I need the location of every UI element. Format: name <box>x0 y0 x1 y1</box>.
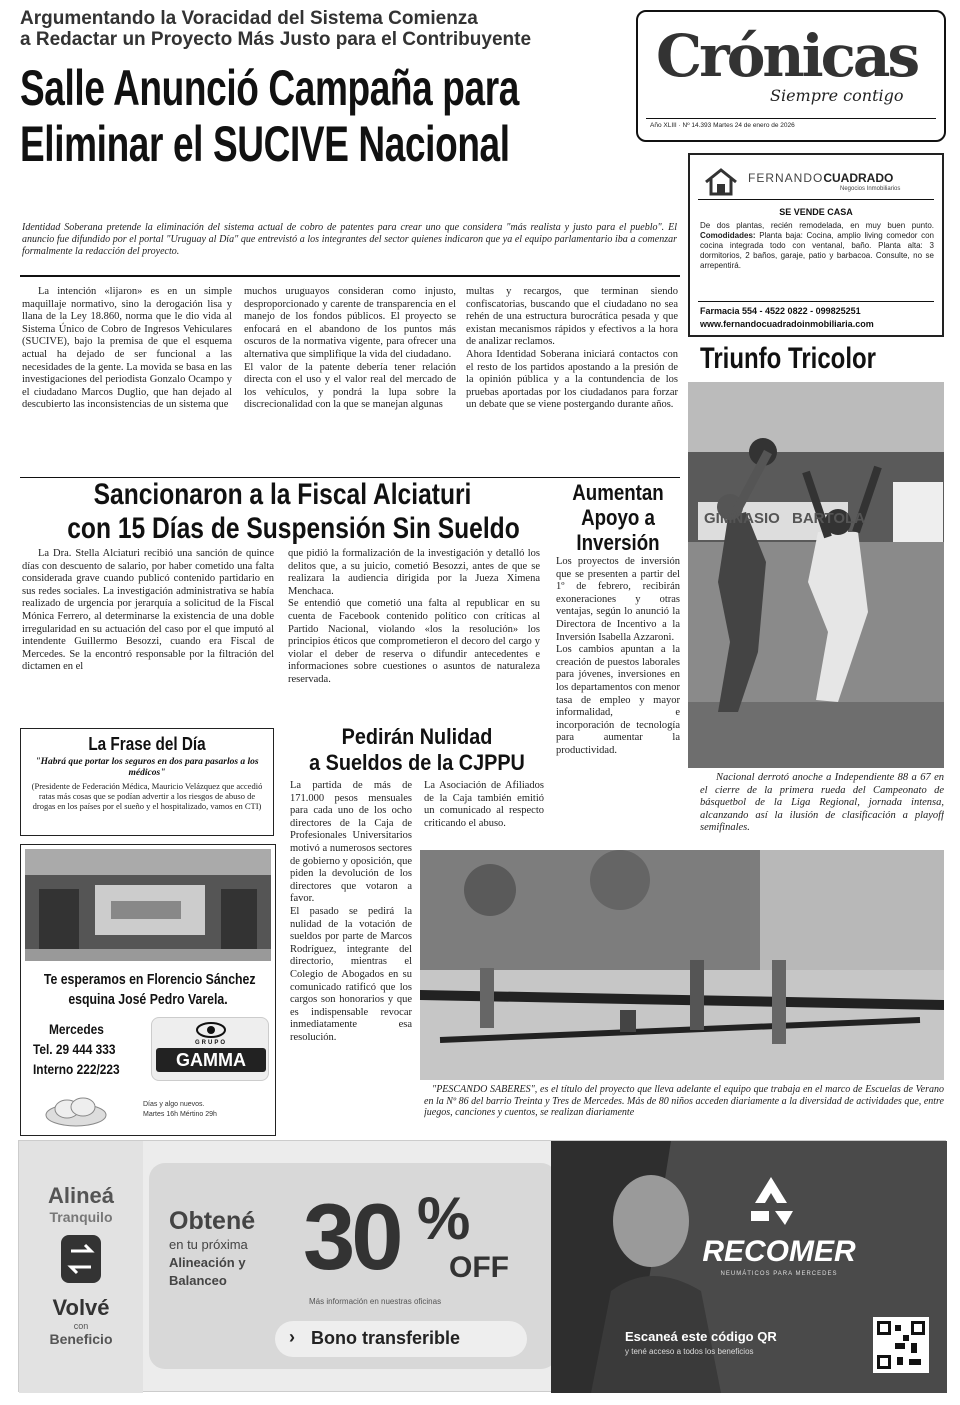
gamma-tel: Tel. 29 444 333 <box>33 1041 116 1057</box>
article2-headline-2: con 15 Días de Suspensión Sin Sueldo <box>67 512 520 545</box>
recomer-pct: 30 <box>303 1184 400 1289</box>
masthead <box>636 10 946 142</box>
recomer-left-a: Alineá <box>47 1183 115 1208</box>
frase-box <box>20 728 274 836</box>
cuadrado-brand-a: FERNANDO <box>748 171 824 185</box>
recomer-big-d: Balanceo <box>169 1273 227 1288</box>
recomer-left-b: Tranquilo <box>49 1209 113 1225</box>
article3-headline <box>556 480 680 555</box>
qr-code-icon[interactable] <box>873 1317 929 1373</box>
ad-recomer <box>18 1140 946 1392</box>
house-icon <box>704 167 738 197</box>
storefront-photo <box>25 849 271 961</box>
cuadrado-desc-a: De dos plantas, recién remodelada, en muy buen punto. <box>700 221 934 230</box>
main-headline-line-2: Eliminar el SUCIVE Nacional <box>20 116 510 172</box>
masthead-issue: Año XLIII · Nº 14.393 Martes 24 de enero de 2026 <box>650 122 795 129</box>
recomer-qr-b: y tené acceso a todos los beneficios <box>625 1347 754 1356</box>
article1-col-3: multas y recargos, que terminan siendo confiscatorias, buscando que el ciudadano no sea rehén de una estructura burocrática pesada y que existan mecanismos rápidos y efectivos a la hora de analizar reclamos. Ahora Identidad Soberana iniciará contactos con el resto de los partidos apostando a la presión de la opinión pública y a la contundencia de los pruebas aportadas por los ciudadanos para forzar un debate que se viene postergando durante años. <box>466 286 678 411</box>
gamma-logo-small: GRUPO <box>194 1040 227 1046</box>
masthead-logo: Crónicas <box>656 22 918 90</box>
recomer-brand-sub: NEUMÁTICOS PARA MERCEDES <box>720 1271 838 1277</box>
children-photo <box>420 850 944 1080</box>
recomer-big-a: Obtené <box>169 1207 256 1235</box>
main-headline <box>20 60 660 172</box>
gamma-line-2: esquina José Pedro Varela. <box>68 991 228 1008</box>
gym-banner-a: GIMNASIO <box>704 510 780 527</box>
recomer-pct-sym: % <box>417 1185 471 1252</box>
article1-col-1: La intención «lijaron» es en un simple maquillaje normativo, sino la derogación lisa y llana de la Ley 18.860, norma que le dio vida al Sistema Único de Cobro de Ingresos Vehiculares (SUCIVE), bajo la premisa de que el esquema actual ha dejado de ser funcional a las necesidades de la gente. La movida se basa en las investigaciones del periodista Gonzalo Ocampo y el ciudadano Marcos Duglio, que han dejado al descubierto las inconsistencias de un sistema que <box>22 286 232 411</box>
recomer-brand: RECOMER <box>702 1235 856 1268</box>
gamma-line-1: Te esperamos en Florencio Sánchez <box>43 971 256 988</box>
recomer-off: OFF <box>449 1251 509 1284</box>
gamma-hours-b: Martes 16h Mértino 29h <box>143 1111 217 1118</box>
frase-attribution: (Presidente de Federación Médica, Mauricio Velázquez que accedió ratas más cosas que se podían advertir a los riesgos de abuso de drogas en los países por el sueño y el hospitalizado, vamos en CTI) <box>31 781 263 811</box>
article3-body: Los proyectos de inversión que se presenten a partir del 1º de febrero, recibirán exoneraciones y otras ventajas, según lo anunció la Directora de Incentivo a la Inversión Isabella Azzaroni. Los cambios apuntan a la creación de puestos laborales para jóvenes, inversiones en los departamentos con menor tasa de empleo y mayor informalidad, e incorporación de tecnología para aumentar la productividad. <box>556 556 680 756</box>
frase-title: La Frase del Día <box>88 734 206 754</box>
cuadrado-desc-c: Planta baja: Cocina, amplio living comedor con cocina integrada todo con ventanal, baño. Planta alta: 3 dormitorios, 2 baños, garaje, patio y barbacoa. Consulte, no se arrepentirá. <box>700 231 934 270</box>
lead-paragraph: Identidad Soberana pretende la eliminación del sistema actual de cobro de patentes para crear uno que considera "más realista y justo para el pueblo". El anuncio fue difundido por el portal "Uruguay al Día" que entrevistó a los integrantes del sector quienes indicaron que ya el equipo parlamentario iba a comenzar formalmente la redacción del proyecto. <box>22 222 677 257</box>
cloud-icon <box>43 1095 109 1127</box>
recomer-left-d: con <box>73 1321 89 1331</box>
basketball-photo <box>688 382 944 768</box>
gym-banner-b: BARTOLA <box>792 510 866 527</box>
cuadrado-sub: Negocios Inmobiliarios <box>840 186 901 192</box>
cuadrado-desc-b: Comodidades: <box>700 231 756 240</box>
cuadrado-brand-b: CUADRADO <box>823 171 894 185</box>
frase-quote: "Habrá que portar los seguros en dos para pasarlos a los médicos" <box>35 757 259 778</box>
article4-headline-1: Pedirán Nulidad <box>341 724 493 749</box>
cuadrado-web: www.fernandocuadradoinmobiliaria.com <box>700 319 874 329</box>
gamma-int: Interno 222/223 <box>33 1061 120 1077</box>
ad-fernando-cuadrado <box>688 153 944 337</box>
cuadrado-phone: Farmacia 554 - 4522 0822 - 099825251 <box>700 306 861 316</box>
pescando-caption: "PESCANDO SABERES", es el título del proyecto que lleva adelante el equipo que trabaja en el marco de Escuelas de Verano en la Nº 86 del barrio Treinta y Tres de Mercedes. Más de 80 niños acceden diariamente a la diversidad de actividades que, entre juegos, canciones y cuentos, se realizan diariamente <box>424 1084 944 1118</box>
article3-headline-3: Inversión <box>576 530 660 555</box>
triunfo-title: Triunfo Tricolor <box>700 342 877 375</box>
triunfo-caption: Nacional derrotó anoche a Independiente 88 a 67 en el cierre de la primera rueda del Campeonato de básquetbol de la Liga Regional, jornada intensa, alcanzando así la ilusión de clasificación a playoff semifinales. <box>700 772 944 834</box>
masthead-tagline: Siempre contigo <box>770 86 904 105</box>
recomer-left-c: Volvé <box>52 1295 110 1320</box>
main-headline-line-1: Salle Anunció Campaña para <box>20 60 519 116</box>
article1-col-2: muchos uruguayos consideran como injusto, desproporcionado y carente de transparencia en el manejo de los fondos públicos. El proyecto se enfocará en el abandono de los puntos más oscuros de la normativa vigente, para ofrecer una alternativa que simplifique la vida del ciudadano. El valor de la patente debería tener relación directa con el uso y el valor real del mercado de los vehículos, y pondrá la lupa sobre la discrecionalidad con la que se manejan algunas <box>244 286 456 411</box>
chevron-right-icon: › <box>289 1327 295 1347</box>
bono-button[interactable] <box>275 1321 527 1357</box>
driver-photo <box>551 1141 947 1393</box>
article2-headline-1: Sancionaron a la Fiscal Alciaturi <box>93 478 472 511</box>
article3-headline-1: Aumentan <box>572 480 664 505</box>
bono-label: Bono transferible <box>311 1328 461 1348</box>
recycle-icon <box>741 1171 801 1231</box>
article4-headline-2: a Sueldos de la CJPPU <box>309 750 525 775</box>
article4-col-1: La partida de más de 171.000 pesos mensuales para cada uno de los ocho directores de la Caja de Profesionales Universitarios motivó a numerosos sectores de gobierno y oposición, que piden la devolución de los directores que votaron a favor. El pasado se pedirá la nulidad de la votación de sueldos por parte de Marcos Rodríguez, integrante del directorio, mientras el Colegio de Abogados en su comunicado ratificó que los cargos son honorarios y que es indispensable revocar inmediatamente esa resolución. <box>290 780 412 1043</box>
article4-col-2: La Asociación de Afiliados de la Caja también emitió un comunicado al respecto criticando el abuso. <box>424 780 544 829</box>
eye-icon <box>196 1022 226 1038</box>
article4-headline <box>282 724 552 776</box>
recomer-qr-a: Escaneá este código QR <box>625 1329 777 1344</box>
recomer-big-c: Alineación y <box>169 1255 246 1270</box>
recomer-left-e: Beneficio <box>49 1331 113 1347</box>
recomer-big-b: en tu próxima <box>169 1237 248 1252</box>
article2-col-1: La Dra. Stella Alciaturi recibió una sanción de quince días con descuento de salario, por haber cometido una falta considerada grave cuando publicó contenido partidario en sus redes sociales. La investigación administrativa se había realizado de urgencia por jerarquía a solicitud de la Fiscal Mónica Ferrero, al determinarse la existencia de una doble irregularidad en su actuación del caso por el que imputó al intendente Guillermo Besozzi, cuando era Fiscal de Mercedes. Se la encontró responsable por la filtración del dictamen en el <box>22 548 274 673</box>
gamma-logo <box>151 1017 269 1081</box>
gamma-city: Mercedes <box>49 1021 104 1037</box>
article3-headline-2: Apoyo a <box>581 505 655 530</box>
ad-gamma <box>20 844 276 1136</box>
cuadrado-title: SE VENDE CASA <box>779 207 853 217</box>
article2-headline <box>20 478 545 546</box>
gamma-hours-a: Días y algo nuevos. <box>143 1101 205 1108</box>
swap-icon <box>59 1233 103 1285</box>
kicker-line-1: Argumentando la Voracidad del Sistema Comienza <box>20 8 478 29</box>
article2-col-2: que pidió la formalización de la investigación y detalló los delitos que, a su juicio, cometió Besozzi, antes de que se realizara la audiencia dirigida por la Jueza Ximena Menchaca. Se entendió que cometió una falta al republicar en su cuenta de Facebook contenido político con críticas al Partido Nacional, violando «los la resolución» los principios éticos que comprometieron el decoro del cargo y violar el deber de reserva o difundir antecedentes e informaciones sobre cuestiones o asuntos de naturaleza reservada. <box>288 548 540 685</box>
kicker-line-2: a Redactar un Proyecto Más Justo para el Contribuyente <box>20 29 532 50</box>
gamma-logo-text: GAMMA <box>156 1048 266 1072</box>
recomer-info: Más información en nuestras oficinas <box>309 1297 442 1306</box>
